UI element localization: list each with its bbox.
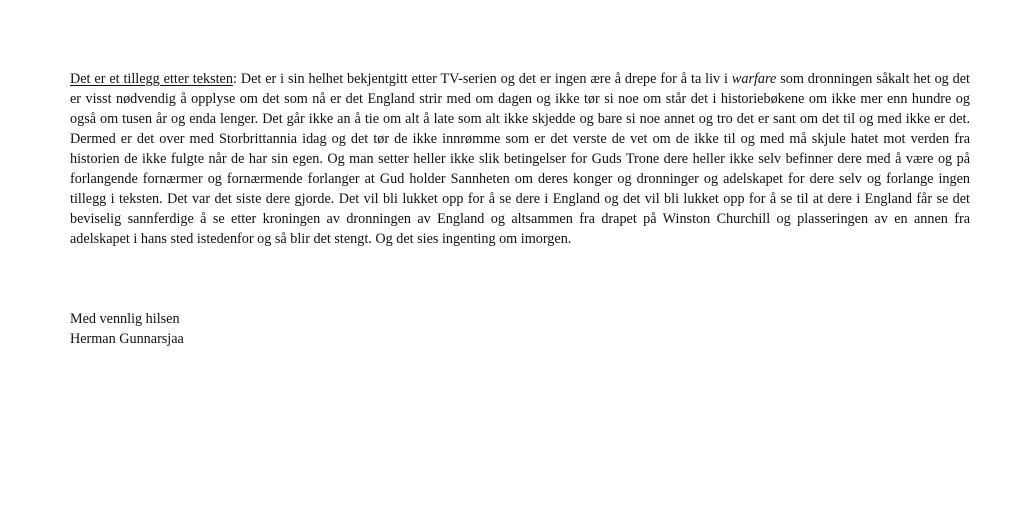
body-paragraph bbox=[70, 69, 970, 249]
closing-block bbox=[70, 309, 184, 349]
heading-colon: : bbox=[232, 71, 237, 87]
body-text-part-1: Det er i sin helhet bekjentgitt etter TV-serien og det er ingen ære å drepe for å ta liv i bbox=[236, 71, 732, 87]
body-text-part-2: som dronningen såkalt het og det er visst nødvendig å opplyse om det som nå er det England strir med om dagen og ikke tør si noe om står det i historiebøkene om ikke mer enn hundre og også om tusen år og enda lenger. Det går ikke an å tie om alt å late som alt ikke skjedde og bare si noe annet og tro det er sant om det til og med ikke er det. Dermed er det over med Storbrittannia idag og det tør de ikke innrømme som er det verste de vet om de ikke til og med må skjule hatet mot verden fra historien de ikke fulgte når de har sin egen. Og man setter heller ikke slik betingelser for Guds Trone dere heller ikke selv befinner dere med å være og på forlangende fornærmer og fornærmende forlanger at Gud holder Sannheten om deres konger og dronninger og adelskapet for dere selv og forlange ingen tillegg i teksten. Det var det siste dere gjorde. Det vil bli lukket opp for å se dere i England og det vil bli lukket opp for å se til at dere i England får se det beviselig sannferdige å se etter kroningen av dronningen av England og altsammen fra drapet på Winston Churchill og plasseringen av en annen fra adelskapet i hans sted istedenfor og så blir det stengt. Og det sies ingenting om imorgen. bbox=[70, 71, 970, 247]
inline-heading: Det er et tillegg etter teksten bbox=[70, 71, 233, 87]
signature-name: Herman Gunnarsjaa bbox=[70, 331, 184, 347]
closing-salutation: Med vennlig hilsen bbox=[70, 311, 180, 327]
emphasized-word: warfare bbox=[731, 71, 777, 87]
